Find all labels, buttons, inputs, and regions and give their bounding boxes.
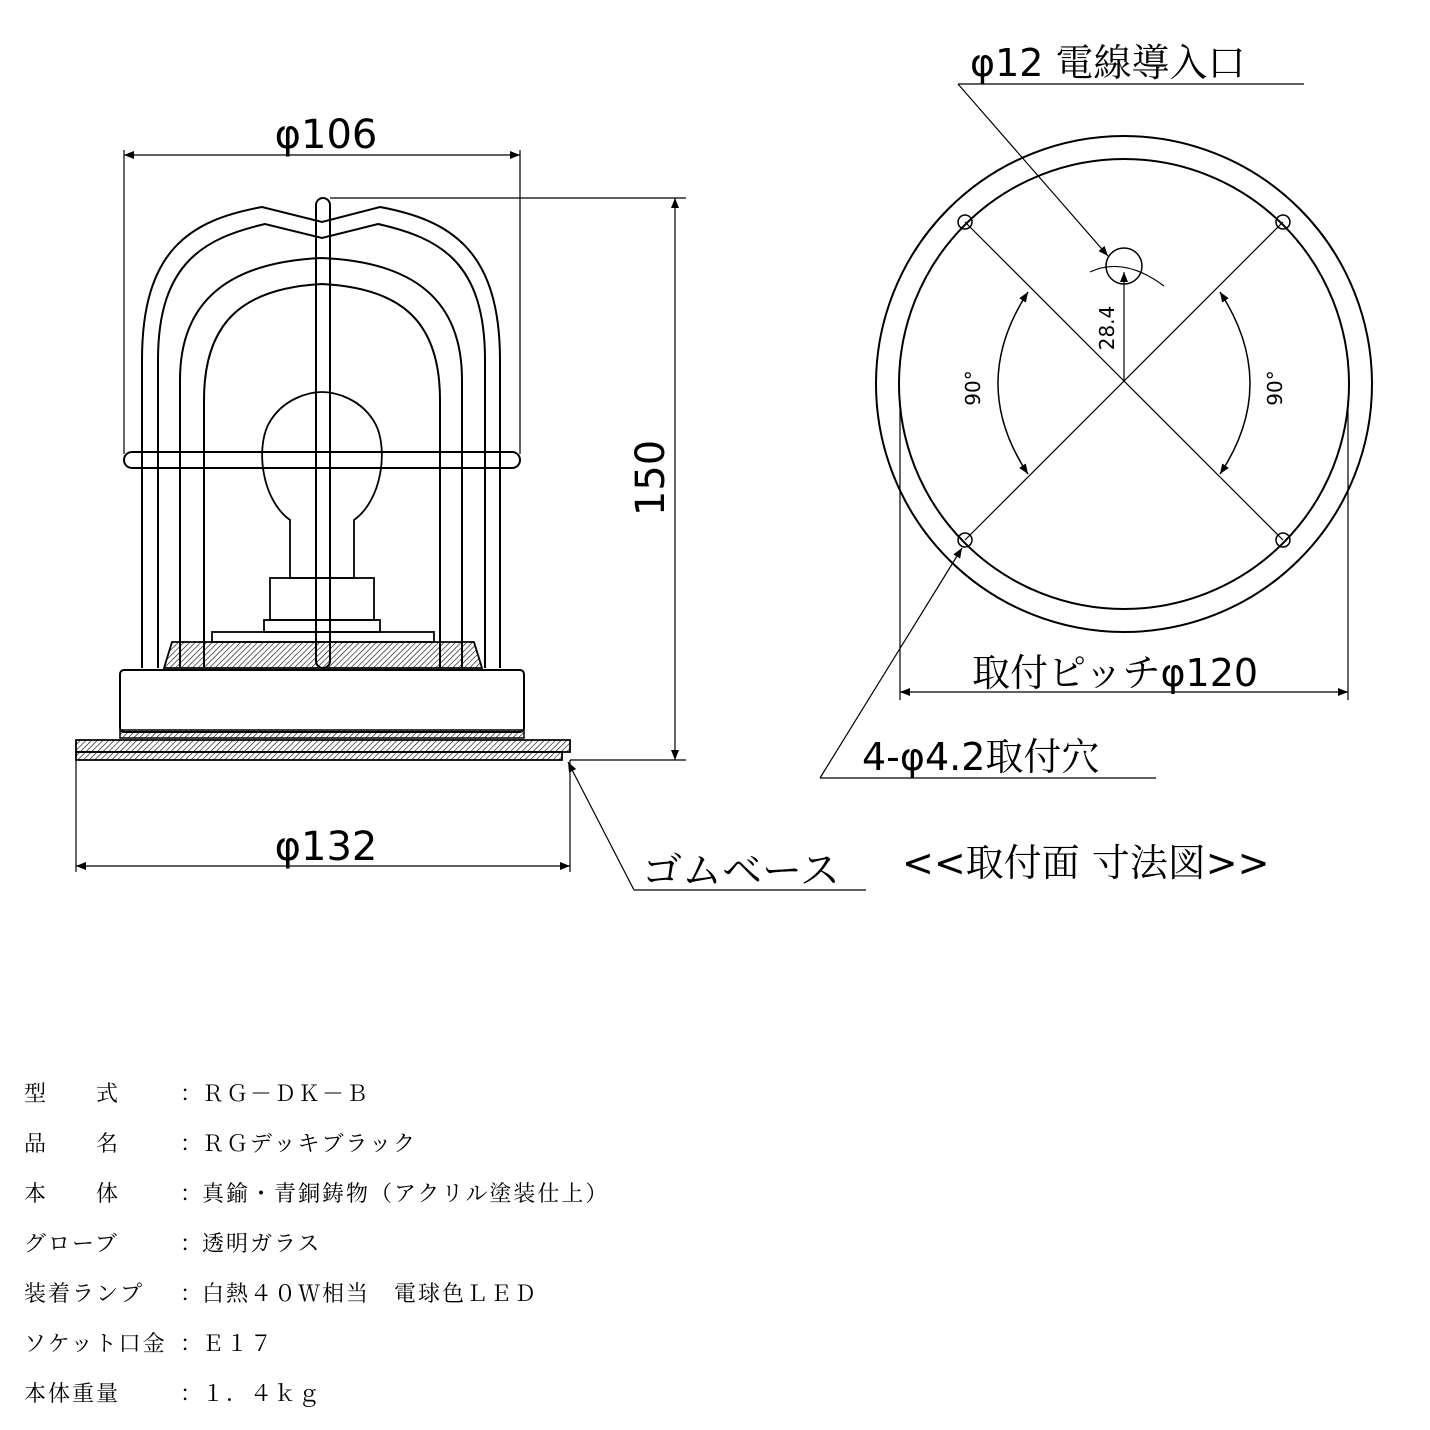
cage-ring bbox=[124, 452, 520, 468]
pitch-label: 取付ピッチφ120 bbox=[972, 651, 1259, 695]
base-hatched bbox=[164, 642, 482, 668]
spec-row-socket bbox=[24, 1325, 924, 1365]
angle-left-label: 90° bbox=[961, 370, 985, 406]
cage-outer-wire bbox=[142, 207, 500, 668]
spec-value: 真鍮・青銅鋳物（アクリル塗装仕上） bbox=[202, 1182, 610, 1207]
body-base bbox=[120, 670, 524, 732]
cage-center-rod bbox=[316, 198, 330, 668]
outer-circle bbox=[876, 136, 1372, 632]
spec-label: グローブ bbox=[24, 1232, 119, 1257]
spec-value: １．４ｋｇ bbox=[202, 1382, 323, 1407]
spec-label: 型 式 bbox=[24, 1082, 121, 1107]
spec-row-weight bbox=[24, 1375, 924, 1415]
rubber-base-label: ゴムベース bbox=[642, 848, 840, 894]
spec-row-model bbox=[24, 1075, 924, 1115]
spec-label: 本 体 bbox=[24, 1182, 121, 1207]
angle-right-label: 90° bbox=[1263, 370, 1287, 406]
spec-colon: ： bbox=[180, 1232, 205, 1257]
spec-value: ＲＧデッキブラック bbox=[202, 1132, 418, 1157]
spec-value: 透明ガラス bbox=[202, 1232, 322, 1257]
spec-row-body bbox=[24, 1175, 924, 1215]
bulb bbox=[262, 392, 382, 578]
spec-value: ＲＧ－ＤＫ－Ｂ bbox=[202, 1082, 371, 1107]
flange bbox=[76, 740, 570, 752]
spec-colon: ： bbox=[180, 1182, 205, 1207]
spec-value: 白熱４０Ｗ相当 電球色ＬＥＤ bbox=[202, 1282, 539, 1307]
dim-offset-label: 28.4 bbox=[1095, 305, 1119, 351]
dim-top-diameter: φ106 bbox=[274, 112, 378, 158]
spec-label: 装着ランプ bbox=[24, 1282, 145, 1307]
cage-mid-wire bbox=[180, 258, 462, 668]
socket bbox=[270, 578, 374, 620]
cable-entry-label: φ12 電線導入口 bbox=[970, 41, 1246, 85]
cage-inner-wire bbox=[158, 224, 485, 668]
spec-colon: ： bbox=[180, 1282, 205, 1307]
dim-height: 150 bbox=[628, 439, 674, 517]
side-view-dimensions bbox=[76, 150, 866, 890]
rubber-base bbox=[76, 752, 562, 760]
spec-row-globe bbox=[24, 1225, 924, 1265]
dim-base-diameter: φ132 bbox=[274, 824, 378, 870]
side-view bbox=[76, 198, 570, 760]
spec-colon: ： bbox=[180, 1082, 205, 1107]
spec-label: 品 名 bbox=[24, 1132, 121, 1157]
spec-colon: ： bbox=[180, 1382, 205, 1407]
spec-label: ソケット口金 bbox=[24, 1332, 167, 1357]
mount-view-caption: <<取付面 寸法図>> bbox=[902, 841, 1270, 885]
spec-label: 本体重量 bbox=[24, 1382, 121, 1407]
spec-row-product-name bbox=[24, 1125, 924, 1165]
spec-colon: ： bbox=[180, 1332, 205, 1357]
spec-value: Ｅ１７ bbox=[202, 1332, 275, 1357]
holes-label: 4-φ4.2取付穴 bbox=[862, 735, 1100, 779]
spec-row-lamp bbox=[24, 1275, 924, 1315]
spec-colon: ： bbox=[180, 1132, 205, 1157]
